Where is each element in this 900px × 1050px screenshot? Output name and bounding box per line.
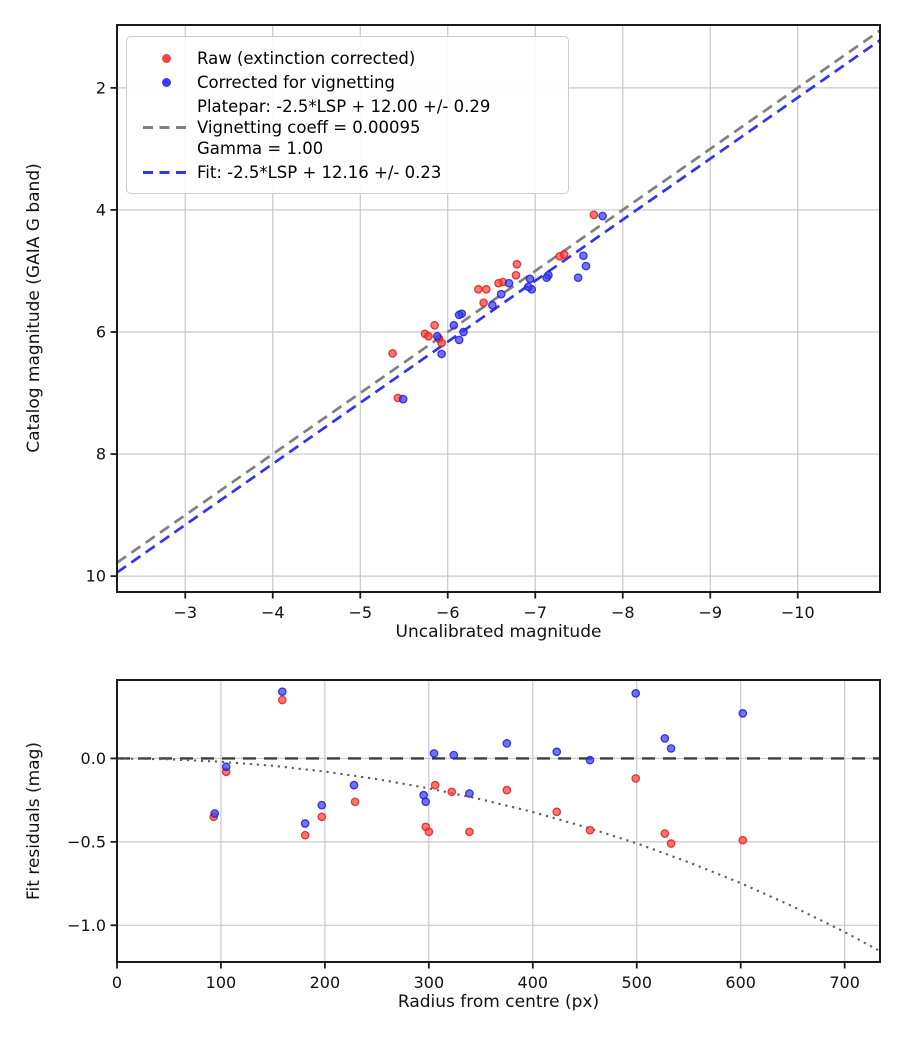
scatter-point-raw (553, 808, 560, 815)
scatter-point-corrected (505, 279, 512, 286)
scatter-point-raw (503, 786, 510, 793)
legend-item-corrected (135, 72, 558, 93)
platepar-line-3: Gamma = 1.00 (197, 139, 324, 158)
scatter-point-corrected (434, 333, 441, 340)
x-tick-label: −5 (348, 603, 373, 622)
scatter-point-corrected (455, 336, 462, 343)
y-tick-label: 4 (95, 200, 106, 220)
scatter-point-raw (512, 272, 519, 279)
raw-dot-icon (135, 54, 197, 63)
scatter-point-corrected (318, 801, 325, 808)
scatter-point-raw (513, 261, 520, 268)
scatter-point-corrected (526, 275, 533, 282)
scatter-point-raw (351, 798, 358, 805)
scatter-point-raw (466, 828, 473, 835)
scatter-point-raw (438, 339, 445, 346)
scatter-point-corrected (438, 350, 445, 357)
scatter-point-raw (301, 831, 308, 838)
scatter-point-corrected (582, 262, 589, 269)
x-tick-label: 200 (309, 973, 341, 992)
scatter-point-raw (739, 836, 746, 843)
scatter-point-corrected (489, 301, 496, 308)
scatter-point-corrected (455, 311, 462, 318)
scatter-point-raw (480, 299, 487, 306)
platepar-line-2: Vignetting coeff = 0.00095 (197, 118, 421, 137)
scatter-point-raw (632, 775, 639, 782)
scatter-point-raw (431, 322, 438, 329)
scatter-point-raw (475, 286, 482, 293)
scatter-point-corrected (279, 688, 286, 695)
x-tick-label: 600 (725, 973, 756, 992)
gray-dashed-line-icon (135, 126, 197, 130)
scatter-point-raw (667, 840, 674, 847)
legend-label-corrected: Corrected for vignetting (197, 73, 395, 92)
x-tick-label: −6 (435, 603, 460, 622)
scatter-point-corrected (503, 740, 510, 747)
y-tick-label: −0.5 (67, 832, 106, 852)
legend (126, 36, 569, 194)
scatter-point-corrected (525, 283, 532, 290)
x-tick-label: 400 (517, 973, 549, 992)
x-tick-label: 0 (111, 973, 123, 992)
scatter-point-raw (586, 826, 593, 833)
scatter-point-raw (590, 211, 597, 218)
scatter-point-raw (425, 828, 432, 835)
scatter-point-corrected (460, 328, 467, 335)
scatter-point-corrected (399, 395, 406, 402)
x-tick-label: −3 (173, 603, 198, 622)
legend-item-raw (135, 48, 558, 69)
legend-label-raw: Raw (extinction corrected) (197, 49, 416, 68)
bottom-xaxis-label: Radius from centre (px) (397, 992, 600, 1012)
legend-item-fit (135, 162, 558, 183)
legend-label-fit: Fit: -2.5*LSP + 12.16 +/- 0.23 (197, 163, 442, 182)
scatter-point-corrected (450, 751, 457, 758)
x-tick-label: −9 (698, 603, 723, 622)
scatter-point-corrected (543, 274, 550, 281)
scatter-point-corrected (574, 274, 581, 281)
scatter-point-corrected (661, 735, 668, 742)
scatter-point-corrected (599, 212, 606, 219)
x-tick-label: 500 (621, 973, 653, 992)
blue-dashed-line-icon (135, 171, 197, 175)
scatter-point-raw (389, 350, 396, 357)
x-tick-label: −4 (260, 603, 285, 622)
scatter-point-corrected (430, 750, 437, 757)
platepar-line-1: Platepar: -2.5*LSP + 12.00 +/- 0.29 (197, 97, 491, 116)
scatter-point-raw (483, 286, 490, 293)
scatter-point-corrected (586, 756, 593, 763)
top-xaxis-label: Uncalibrated magnitude (395, 622, 602, 642)
scatter-point-raw (279, 696, 286, 703)
scatter-point-corrected (222, 763, 229, 770)
bottom-yaxis-label: Fit residuals (mag) (24, 742, 44, 900)
scatter-point-corrected (632, 690, 639, 697)
scatter-point-raw (661, 830, 668, 837)
scatter-point-corrected (739, 710, 746, 717)
scatter-point-raw (448, 788, 455, 795)
legend-label-platepar (197, 96, 558, 159)
vignetting-model-curve (117, 758, 880, 951)
scatter-point-corrected (580, 252, 587, 259)
scatter-point-corrected (450, 322, 457, 329)
y-tick-label: 8 (95, 444, 106, 464)
x-tick-label: −7 (523, 603, 548, 622)
x-tick-label: 700 (829, 973, 860, 992)
x-tick-label: −8 (610, 603, 635, 622)
scatter-point-corrected (211, 810, 218, 817)
legend-item-platepar (135, 96, 558, 159)
x-tick-label: 300 (413, 973, 445, 992)
y-tick-label: 2 (95, 78, 106, 98)
x-tick-label: −10 (780, 603, 815, 622)
scatter-point-corrected (350, 781, 357, 788)
axes-spine (117, 680, 880, 962)
scatter-point-corrected (497, 290, 504, 297)
top-yaxis-label: Catalog magnitude (GAIA G band) (24, 163, 44, 453)
scatter-point-corrected (667, 745, 674, 752)
scatter-point-corrected (553, 748, 560, 755)
y-tick-label: 0.0 (80, 748, 106, 768)
x-tick-label: 100 (205, 973, 237, 992)
scatter-point-raw (560, 251, 567, 258)
scatter-point-raw (431, 781, 438, 788)
scatter-point-corrected (422, 798, 429, 805)
scatter-point-raw (495, 279, 502, 286)
corrected-dot-icon (135, 78, 197, 87)
scatter-point-raw (425, 333, 432, 340)
y-tick-label: 6 (95, 322, 106, 342)
y-tick-label: −1.0 (67, 915, 106, 935)
scatter-point-corrected (301, 820, 308, 827)
scatter-point-corrected (466, 790, 473, 797)
y-tick-label: 10 (85, 566, 106, 586)
scatter-point-raw (318, 813, 325, 820)
